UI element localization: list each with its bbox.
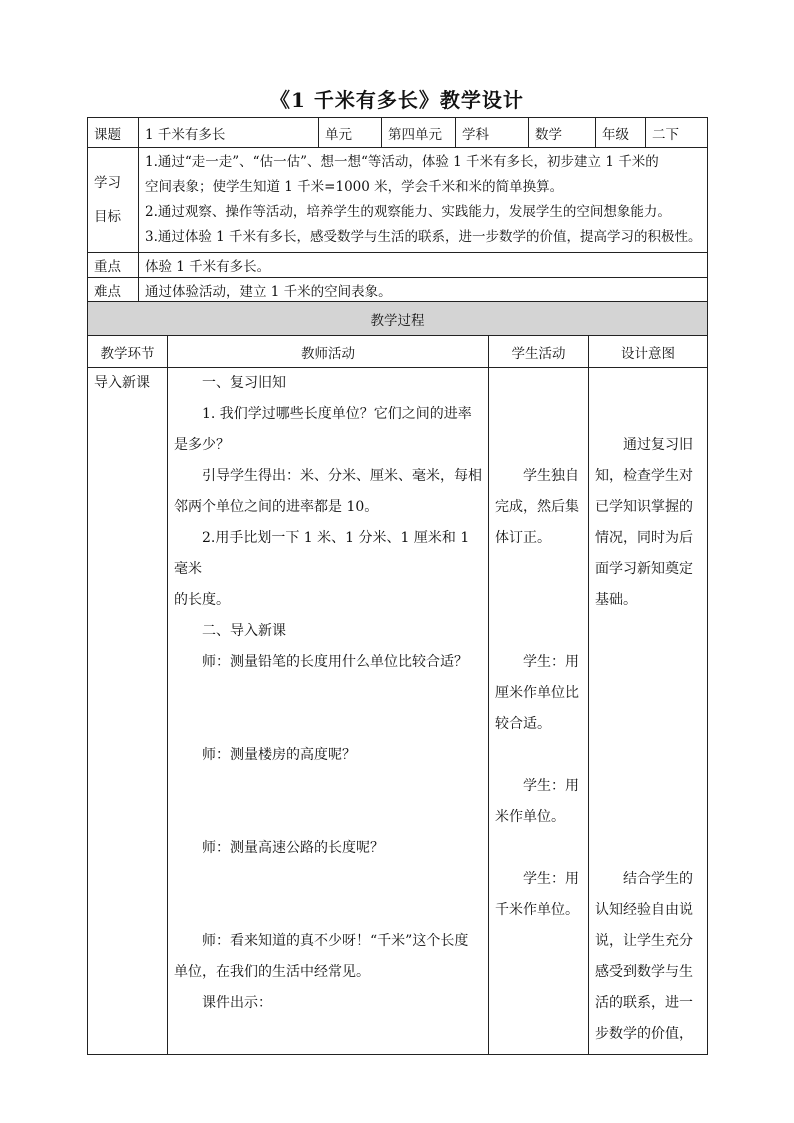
key-label: 重点 [88, 253, 139, 278]
teacher-line-11: 师：测量高速公路的长度呢？ [202, 840, 384, 856]
subject-label: 学科 [456, 118, 529, 148]
objectives-text: 1.通过“走一走”、“估一估”、想一想“等活动，体验 1 千米有多长，初步建立 1 千米的 空间表象；使学生知道 1 千米=1000 米，学会千米和米的简单换算。 2.通过观察、操作等活动，培养学生的观察能力、实践能力，发展学生的空间想象能力。 3.通过体验 1 千米有多长，感受数学与生活的联系，进一步数学的价值，提高学习的积极性。 [139, 148, 708, 253]
unit-value: 第四单元 [382, 118, 456, 148]
student-block-4: 学生：用 千米作单位。 [495, 871, 579, 918]
student-block-1: 学生独自 完成，然后集 体订正。 [495, 468, 579, 546]
teacher-block-2: 师：看来知道的真不少呀！“千米”这个长度 单位，在我们的生活中经常见。 课件出示： [174, 933, 469, 1011]
intent-block-1: 通过复习旧 知，检查学生对 已学知识掌握的 情况，同时为后 面学习新知奠定 基础。 [595, 437, 693, 608]
col-teacher: 教师活动 [168, 336, 489, 368]
difficulty-row [88, 278, 708, 303]
student-block-3: 学生：用 米作单位。 [495, 778, 579, 825]
objectives-label: 学习 目标 [88, 148, 139, 253]
process-table [87, 301, 708, 1055]
student-block-2: 学生：用 厘米作单位比 较合适。 [495, 654, 579, 732]
topic-value: 1 千米有多长 [139, 118, 319, 148]
subject-value: 数学 [529, 118, 596, 148]
process-header: 教学过程 [88, 302, 708, 336]
col-stage: 教学环节 [88, 336, 168, 368]
teacher-line-10: 师：测量楼房的高度呢？ [202, 747, 356, 763]
teacher-cell [168, 368, 489, 1055]
unit-label: 单元 [319, 118, 382, 148]
col-intent: 设计意图 [589, 336, 708, 368]
col-student: 学生活动 [489, 336, 589, 368]
topic-label: 课题 [88, 118, 139, 148]
objectives-row [88, 148, 708, 253]
page-title: 《1 千米有多长》教学设计 [270, 88, 524, 112]
key-row [88, 253, 708, 278]
stage-text: 导入新课 [94, 375, 150, 391]
column-header-row [88, 336, 708, 368]
info-table [87, 117, 708, 303]
stage-cell [88, 368, 168, 1055]
topic-row [88, 118, 708, 148]
student-cell [489, 368, 589, 1055]
grade-label: 年级 [596, 118, 646, 148]
process-header-row [88, 302, 708, 336]
difficulty-label: 难点 [88, 278, 139, 303]
intent-cell [589, 368, 708, 1055]
grade-value: 二下 [646, 118, 708, 148]
teacher-block-1: 一、复习旧知 1. 我们学过哪些长度单位？它们之间的进率 是多少？ 引导学生得出：米、分米、厘米、毫米，每相 邻两个单位之间的进率都是 10。 2.用手比划一下 1 米、1 分米、1 厘米和 1 毫米 的长度。 二、导入新课 师：测量铅笔的长度用什么单位比较合适？ [174, 375, 482, 670]
intent-block-2: 结合学生的 认知经验自由说 说，让学生充分 感受到数学与生 活的联系，进一 步数学的价值， [595, 871, 693, 1042]
key-value: 体验 1 千米有多长。 [139, 253, 708, 278]
difficulty-value: 通过体验活动，建立 1 千米的空间表象。 [139, 278, 708, 303]
process-body-row [88, 368, 708, 1055]
